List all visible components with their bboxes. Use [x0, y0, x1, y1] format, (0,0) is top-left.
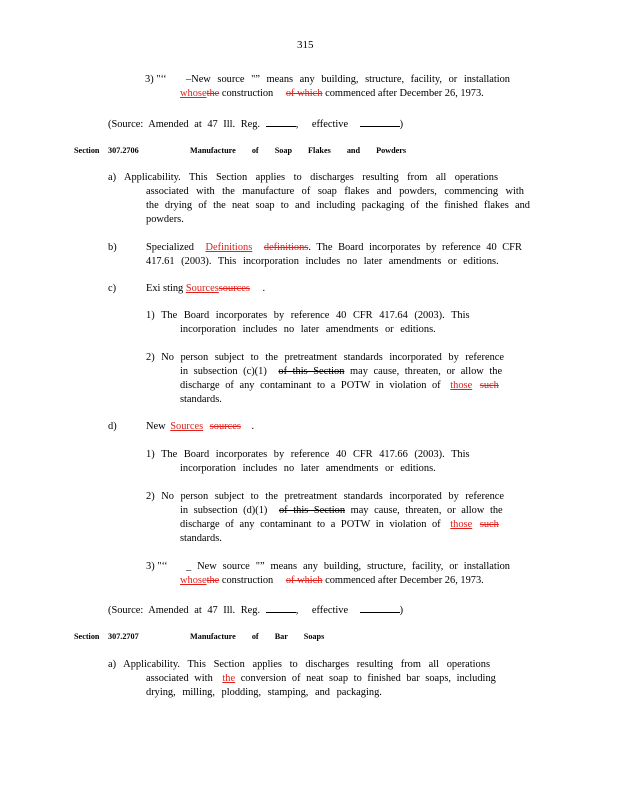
text: ,	[295, 119, 299, 130]
item-label: 3) "‘‘	[146, 561, 168, 572]
inserted-text: those	[450, 519, 473, 530]
deleted-text: definitions	[263, 242, 309, 253]
text-line	[146, 420, 254, 434]
text: may cause, threaten, or allow the	[344, 366, 503, 377]
definition-line: _ New source "” means any building, structure, facility, or installation	[186, 561, 510, 572]
text-line: 1) The Board incorporates by reference 40 CFR 417.66 (2003). This	[146, 449, 470, 460]
inserted-text: Sources	[170, 421, 204, 432]
item-label: d)	[108, 421, 117, 432]
inserted-text: whose	[180, 575, 207, 586]
text-line	[146, 672, 496, 686]
text-line	[180, 504, 503, 518]
text: New	[146, 421, 166, 432]
deleted-text: such	[479, 380, 499, 391]
text: commenced after December 26, 1973.	[322, 88, 484, 99]
section-label: Section	[74, 632, 100, 641]
text-line: the drying of the neat soap to and including packaging of the finished flakes and	[146, 200, 530, 211]
blank-line	[360, 116, 400, 127]
inserted-text: whose	[180, 88, 207, 99]
text-line	[180, 365, 502, 379]
text-line: incorporation includes no later amendments or editions.	[180, 463, 436, 474]
text-line	[180, 518, 499, 532]
section-title: Manufacture of Soap Flakes and Powders	[190, 146, 407, 155]
source-note	[108, 116, 403, 132]
text: in subsection (d)(1)	[180, 505, 268, 516]
text-line: 2) No person subject to the pretreatment standards incorporated by reference	[146, 491, 504, 502]
text: associated with	[146, 673, 213, 684]
source-text: (Source: Amended at 47 Ill. Reg.	[108, 119, 261, 130]
text: may cause, threaten, or allow the	[345, 505, 503, 516]
text-line: powders.	[146, 214, 184, 225]
text-line: a) Applicability. This Section applies to discharges resulting from all operations	[108, 659, 490, 670]
deleted-text: of this Section	[278, 366, 345, 377]
text: in subsection (c)(1)	[180, 366, 267, 377]
text-line: a) Applicability. This Section applies to discharges resulting from all operations	[108, 172, 498, 183]
deleted-text: sources	[209, 421, 241, 432]
deleted-text: sources	[218, 283, 250, 294]
deleted-text: the	[206, 88, 220, 99]
page-number: 315	[297, 39, 314, 51]
text-line	[146, 282, 265, 296]
text-line: incorporation includes no later amendments or editions.	[180, 324, 436, 335]
text: commenced after December 26, 1973.	[322, 575, 484, 586]
inserted-text: Definitions	[205, 242, 253, 253]
definition-line-2	[180, 87, 484, 101]
deleted-text: of which	[285, 88, 323, 99]
text: .	[251, 421, 255, 432]
section-number: 307.2707	[108, 632, 139, 641]
text: Specialized	[146, 242, 194, 253]
item-label: 3) "‘‘	[145, 74, 167, 85]
inserted-text: those	[450, 380, 473, 391]
section-number: 307.2706	[108, 146, 139, 155]
text: ,	[295, 605, 299, 616]
deleted-text: the	[206, 575, 220, 586]
text-line: 2) No person subject to the pretreatment standards incorporated by reference	[146, 352, 504, 363]
text: )	[399, 119, 404, 130]
text-line: drying, milling, plodding, stamping, and packaging.	[146, 687, 382, 698]
text: conversion of neat soap to finished bar soaps, including	[235, 673, 496, 684]
text-line: associated with the manufacture of soap flakes and powders, commencing with	[146, 186, 524, 197]
item-label: b)	[108, 242, 117, 253]
text: )	[399, 605, 404, 616]
text: construction	[219, 88, 274, 99]
deleted-text: such	[479, 519, 499, 530]
text-line: 1) The Board incorporates by reference 40 CFR 417.64 (2003). This	[146, 310, 470, 321]
blank-line	[266, 602, 296, 613]
item-label: c)	[108, 283, 117, 294]
source-text: (Source: Amended at 47 Ill. Reg.	[108, 605, 261, 616]
inserted-text: the	[222, 673, 236, 684]
section-label: Section	[74, 146, 100, 155]
text: discharge of any contaminant to a POTW in violation of	[180, 519, 441, 530]
text: Exi sting	[146, 283, 184, 294]
text-line: 417.61 (2003). This incorporation includes no later amendments or editions.	[146, 256, 499, 267]
deleted-text: of this Section	[278, 505, 346, 516]
definition-line-2	[180, 574, 484, 588]
text-line: standards.	[180, 533, 222, 544]
blank-line	[266, 116, 296, 127]
blank-line	[360, 602, 400, 613]
effective-label: effective	[311, 605, 349, 616]
text: .	[262, 283, 266, 294]
text-line	[180, 379, 499, 393]
deleted-text: of which	[285, 575, 323, 586]
inserted-text: Sources	[185, 283, 219, 294]
definition-line: –New source "” means any building, structure, facility, or installation	[186, 74, 510, 85]
text: discharge of any contaminant to a POTW in violation of	[180, 380, 441, 391]
section-title: Manufacture of Bar Soaps	[190, 632, 325, 641]
text: . The Board incorporates by reference 40 CFR	[308, 242, 522, 253]
effective-label: effective	[311, 119, 349, 130]
source-note	[108, 602, 403, 618]
text: construction	[219, 575, 274, 586]
text-line: standards.	[180, 394, 222, 405]
text-line	[146, 241, 522, 255]
